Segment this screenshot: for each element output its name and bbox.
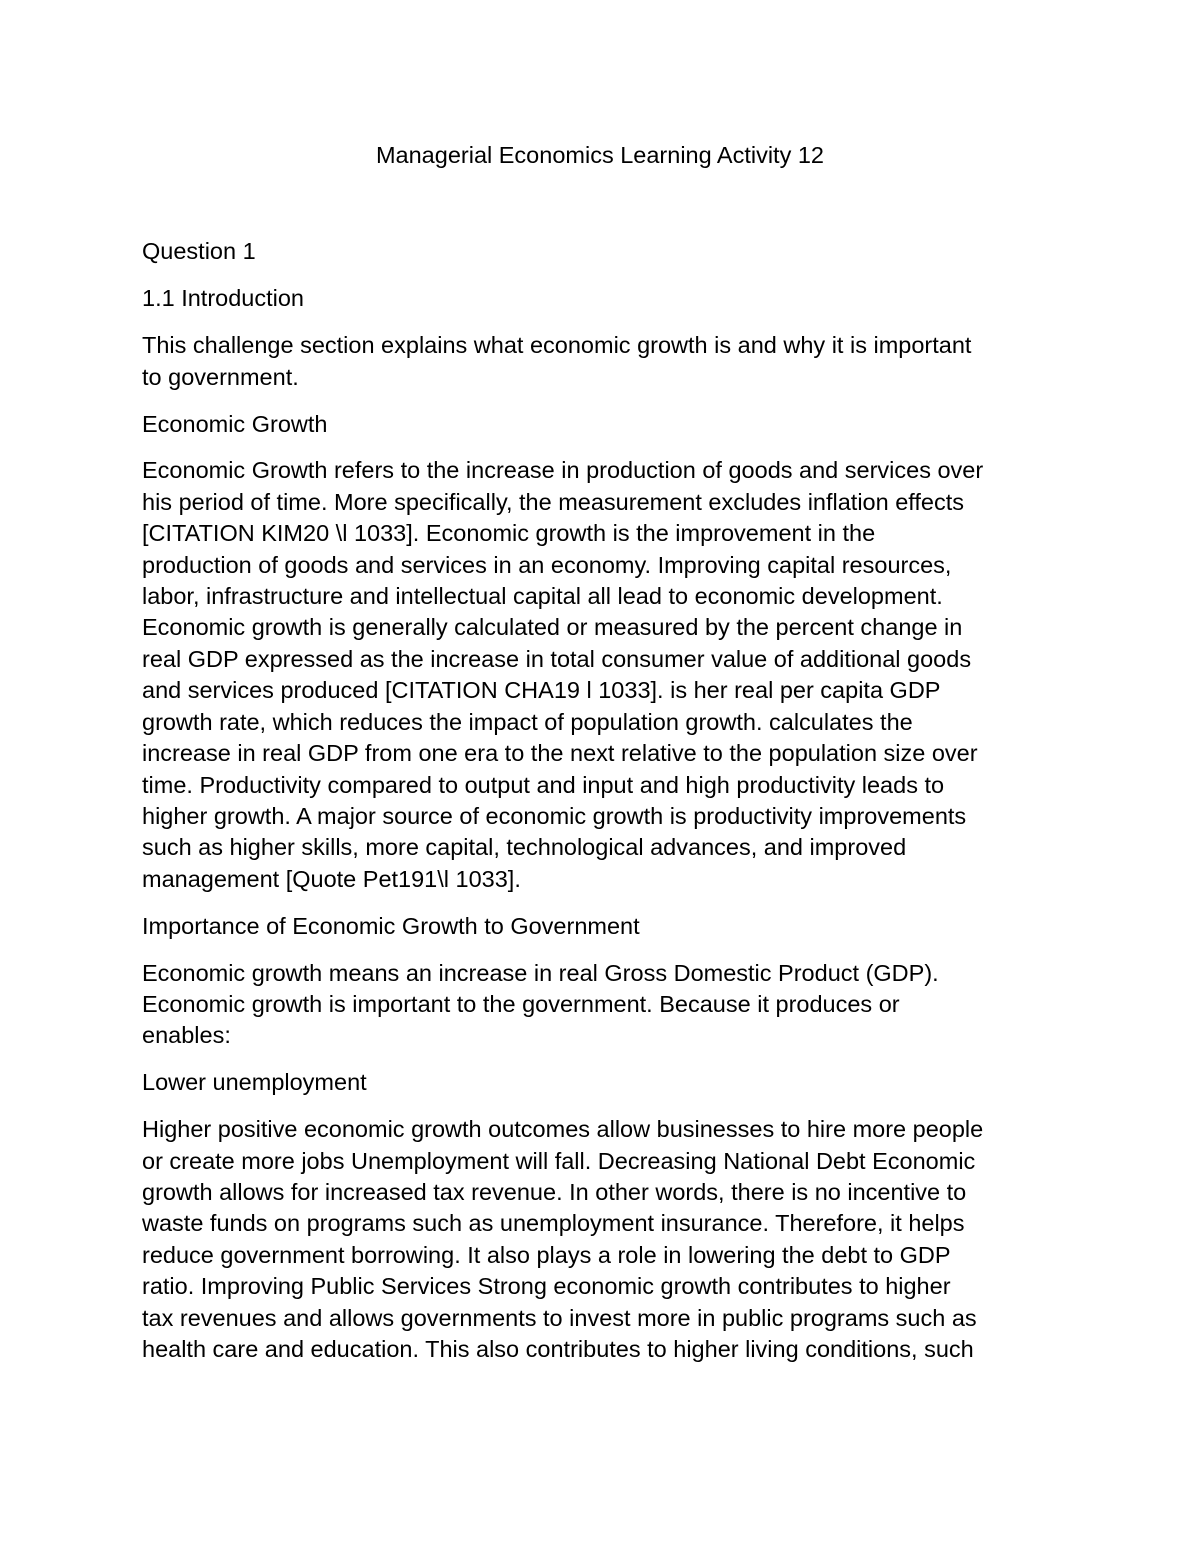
paragraph-line: labor, infrastructure and intellectual capital all lead to economic development. — [142, 583, 943, 610]
paragraph-line: growth rate, which reduces the impact of population growth. calculates the — [142, 708, 913, 735]
paragraph-line: growth allows for increased tax revenue. In other words, there is no incentive to — [142, 1178, 967, 1205]
document-page — [142, 140, 1062, 1381]
document-title: Managerial Economics Learning Activity 12 — [375, 142, 825, 168]
paragraph-line: This challenge section explains what economic growth is and why it is important — [142, 332, 972, 359]
paragraph-line: higher growth. A major source of economic growth is productivity improvements — [142, 802, 967, 829]
paragraph-line: Economic Growth refers to the increase in production of goods and services over — [142, 457, 984, 484]
importance-heading: Importance of Economic Growth to Government — [142, 912, 640, 939]
economic-growth-paragraph — [142, 455, 1062, 895]
intro-heading: 1.1 Introduction — [142, 285, 304, 312]
paragraph-line: health care and education. This also contributes to higher living conditions, such — [142, 1336, 974, 1362]
paragraph-line: [CITATION KIM20 \l 1033]. Economic growth is the improvement in the — [142, 520, 876, 547]
paragraph-line: to government. — [142, 363, 299, 390]
paragraph-line: time. Productivity compared to output and input and high productivity leads to — [142, 771, 945, 798]
unemployment-heading: Lower unemployment — [142, 1069, 367, 1096]
paragraph-line: Economic growth is important to the government. Because it produces or — [142, 990, 900, 1017]
paragraph-line: his period of time. More specifically, the measurement excludes inflation effects — [142, 488, 965, 515]
paragraph-line: ratio. Improving Public Services Strong economic growth contributes to higher — [142, 1273, 951, 1300]
paragraph-line: enables: — [142, 1022, 231, 1049]
question-heading: Question 1 — [142, 238, 256, 265]
paragraph-line: increase in real GDP from one era to the next relative to the population size over — [142, 740, 978, 767]
paragraph-line: production of goods and services in an economy. Improving capital resources, — [142, 551, 952, 578]
paragraph-line: Higher positive economic growth outcomes allow businesses to hire more people — [142, 1116, 984, 1143]
paragraph-line: or create more jobs Unemployment will fall. Decreasing National Debt Economic — [142, 1147, 976, 1174]
paragraph-line: such as higher skills, more capital, technological advances, and improved — [142, 834, 907, 861]
economic-growth-heading: Economic Growth — [142, 410, 328, 437]
paragraph-line: and services produced [CITATION CHA19 l 1033]. is her real per capita GDP — [142, 677, 941, 704]
intro-paragraph — [142, 330, 1062, 393]
paragraph-line: management [Quote Pet191\l 1033]. — [142, 865, 521, 892]
paragraph-line: waste funds on programs such as unemployment insurance. Therefore, it helps — [142, 1210, 965, 1237]
importance-paragraph — [142, 958, 1062, 1052]
paragraph-line: reduce government borrowing. It also plays a role in lowering the debt to GDP — [142, 1241, 951, 1268]
paragraph-line: tax revenues and allows governments to invest more in public programs such as — [142, 1304, 977, 1331]
paragraph-line: Economic growth is generally calculated or measured by the percent change in — [142, 614, 963, 641]
paragraph-line: real GDP expressed as the increase in total consumer value of additional goods — [142, 645, 972, 672]
unemployment-paragraph — [142, 1114, 1062, 1365]
paragraph-line: Economic growth means an increase in real Gross Domestic Product (GDP). — [142, 959, 939, 986]
